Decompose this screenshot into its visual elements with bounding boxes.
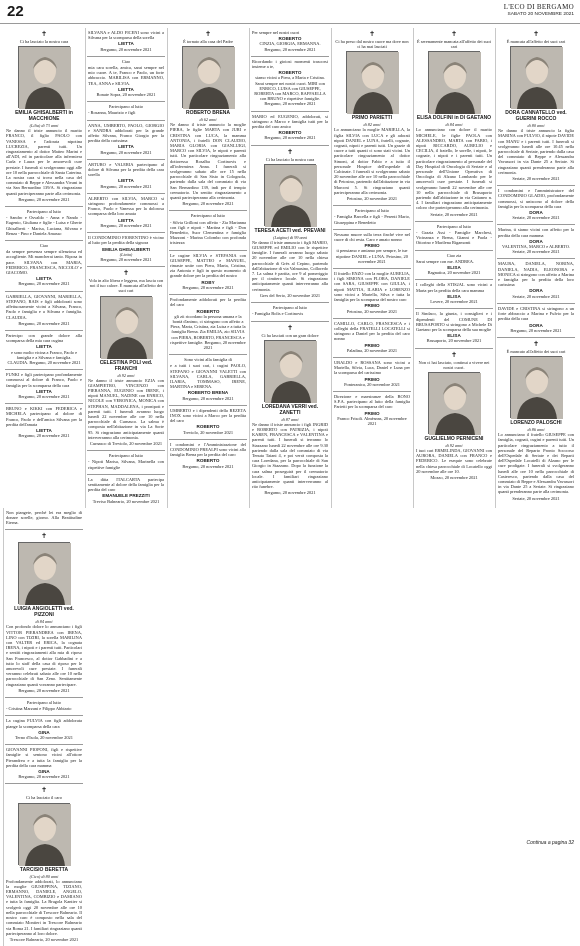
- cross-icon: ✝: [451, 350, 457, 359]
- notice-body: I tuoi cari ERMELINDA, GIOVANNI con AURORA, DANIELA con FRANCO e FEDERICO. Le esequie sono celebrate nella chiesa parrocchiale di Locatello oggi 20 novembre alle ore 10.: [416, 447, 492, 474]
- obituary-notice: [169, 250, 247, 294]
- obituary-notice: [87, 232, 165, 266]
- cross-icon: ✝: [451, 30, 457, 38]
- notice-place-date: Bergamo, 20 novembre 2021: [182, 463, 234, 469]
- obituary-notice: [169, 294, 247, 354]
- deceased-photo: [182, 46, 234, 108]
- notice-place-date: Bergamo, 20 novembre 2021: [182, 395, 234, 401]
- obituary-notice: [169, 28, 247, 210]
- notice-body: UMBERTO e i dipendenti della REZETA INOX sono vicini a Marco per la perdita del caro: [170, 407, 246, 424]
- deceased-photo: [264, 340, 316, 402]
- obituary-notice: [169, 354, 247, 405]
- deceased-photo: [100, 296, 152, 358]
- obituary-notice: [251, 56, 329, 111]
- obituary-notice: [169, 405, 247, 439]
- obituary-notice: [87, 474, 165, 508]
- deceased-age: di 82 anni: [363, 122, 381, 128]
- notice-place-date: Seriate, 20 novembre 2021: [430, 211, 478, 217]
- obituary-notice: [497, 185, 575, 224]
- notice-body: BRUNO e KIKKI con FEDERICA e MICHELA partecipano al dolore di Franco, Paolo e dell'amica Silvana per la perdita dell'amata: [6, 406, 82, 427]
- notice-intro: Ci ha lasciato il caro: [25, 795, 63, 801]
- deceased-name: EMILIA GHISALBERTI: [102, 246, 150, 252]
- notice-intro: Partecipano al lutto: [436, 223, 472, 229]
- column-1: [5, 28, 83, 508]
- notice-body: Con profondo dolore lo annunciano i figli VITTOR PIERANDREA con IRENA, LINO con TIZIRI, la sorella MARILINA con VALTER ed ERICA, la cognata IRENA, i nipoti e i parenti tutti. Particolari e sentiti ringraziamenti alla mia di riposo San Francesco, al dottor Gabbadini e a tutto lo staff della casa di riposo per le amorevoli cure prestate. I funerali verranno celebrati sabato alle ore 10 nella parrocchiale di San Zeno. Sentitamente ringraziano quanti vorranno partecipare.: [6, 624, 82, 687]
- deceased-name: DORA: [529, 238, 543, 244]
- deceased-name: GINA: [38, 729, 50, 735]
- notice-intro: Ciao: [39, 243, 49, 249]
- notice-body: Ne danno il triste annuncio la moglie PIERA, le figlie MARTA con JURI e CRISTINA con LUCA, la mamma ANTONIA, i fratelli DON CLAUDIO, MARIA GLORIA con GIANLUIGI, MARCO con SILVIA, le nipoti e parenti tutti. Un particolare ringraziamento alla dottoressa Rosalba Cortinovis e all'infermiera Anna. I funerali si svolgeranno sabato alle ore 15 nella parrocchiale di San Sisto in Colognola, partendo dalla sala del commiato di via San Bernardino 139, indi per il tempio crematorio. Un sentito ringraziamento a quanti parteciperanno alla cerimonia.: [170, 122, 246, 201]
- deceased-name: LORENZO PALOSCHI: [510, 420, 562, 427]
- notice-body: Ne danno il triste annuncio i figli MARIO, GIUSEPPE ed EMILIO con le rispettive famiglie. I funerali avranno luogo sabato 20 novembre alle ore 10 nella chiesa parrocchiale di Grès al Cepino, partendo dall'abitazione di via Valmasino, Colloredo 7. La salma è partita, ore 9 al pomeriggio per il cimitero locale. Si ringraziano anticipatamente quanti interverranno alla cerimonia.: [252, 239, 328, 292]
- obituary-notice: [251, 145, 329, 302]
- deceased-photo: [18, 803, 70, 865]
- deceased-photo: [18, 542, 70, 604]
- deceased-name: ROBERTO: [278, 70, 302, 76]
- notice-body: La ditta ITALCARTA partecipa sentitamente al dolore della famiglia per la perdita del caro: [88, 476, 164, 493]
- notice-place-date: Seriate, 20 novembre 2021: [512, 176, 560, 182]
- deceased-photo: [510, 46, 562, 108]
- notice-body: Ne danno il triste annuncio la figlia MARINA con FULVIO, il nipote DAVIDE con MANU e i parenti tutti. I funerali si svolgeranno lunedì alle ore 10.45 nella parrocchiale di Seriate, partendo dalla casa del commiato di Beppe e Alessandra Vavassori in via Dante 25 a Seriate. Si ringraziano quanti prenderanno parte alla cerimonia.: [498, 128, 574, 175]
- obituary-notice: [5, 783, 83, 946]
- notice-place-date: Lovere, 20 novembre 2021: [430, 299, 478, 305]
- notice-body: - Grazia Assi - Famiglie Marchesi, Vicinanza e Brena, Gianni e Paola - Ottorino e Marilena Rigamonti: [416, 230, 492, 246]
- notice-body: Ne danno il triste annuncio EZIA con GIAMPIETRO, VINCENZO con PIERANNA, EUGENIO con IRENE, i nipoti MANUEL, NADINE con ENRICO, NICOLE con VERONICA, MONICA con STEPHAN, MADDALENA, i pronipoti e parenti tutti. I funerali avranno luogo lunedì 22 novembre alle ore 10 nella parrocchiale di Curnasco. La salma è composta nell'abitazione in via La Sorte 95. Si ringraziano anticipatamente quanti interverranno alla cerimonia.: [88, 377, 164, 440]
- cross-icon: ✝: [123, 268, 129, 277]
- deceased-name: LUIGIA ANGIOLETTI ved. PIZZONI: [14, 606, 74, 619]
- notice-body: FUNKI e figli partecipano profondamente commossi al dolore di Franco, Paolo e famiglia per la scomparsa della cara: [6, 372, 82, 388]
- notice-body: ANNA, UMBERTO, PAOLO, GIORGIO e SANDRA addolorati per la grande affetto Silvana, Franco Giorgio per la perdita della carissima: [88, 122, 164, 144]
- obituary-notice: [87, 101, 165, 119]
- deceased-name: PRIMO: [364, 376, 380, 382]
- notice-body: Direzione e maestranze della BONO S.P.A. partecipano al lutto della famiglia Parietti per la scomparsa del caro: [334, 393, 410, 410]
- obituary-notice: [415, 28, 493, 221]
- notice-body: - Cristina Marzani e Filippo Abbiario: [6, 706, 72, 712]
- notice-body: Ne danno il triste annuncio i figli INGRID e ROBERTO con PATRIZIA, i nipoti KAREN, FRANCESCA e VALENTINA e parenti tutti. I funerali si terranno lo Stazzano lunedì 22 novembre alle ore 9.30 partendo dalla sala del commiato di via Tenuta Taiani 4, e poi verrà composta la cara Loredana, per la parrocchiale di San Giorgio in Stazzano. Dopo la funzione la cara salma proseguirà per il crematorio locale. I familiari ringraziano anticipatamente quanti interverranno al rito funebre.: [252, 421, 328, 490]
- notice-place-date: Bergamo, 20 novembre 2021: [100, 46, 152, 52]
- obituary-notice: [5, 529, 83, 697]
- obituary-notice: [5, 206, 83, 240]
- publication-name: L'ECO DI BERGAMO: [503, 3, 574, 11]
- notice-body: da sempre presenza sempre silenziosa ed accogliente. Mi mancherai tanto. Riposa in pace. SILVANA con MARIA, FEDERICO, FRANCESCA, NICCOLO' e GIACOMO.: [6, 249, 82, 276]
- page-header: [0, 0, 580, 24]
- notice-body: MARIO ed EUGENIO, addolorati, si stringono a Marco e famiglia tutti per la perdita del caro amico: [252, 113, 328, 130]
- notice-place-date: Bergamo, 20 novembre 2021: [18, 774, 70, 780]
- deceased-name: PRIMO PARIETTI: [351, 115, 393, 122]
- notice-body: - Rosanna, Maurizio e figli: [88, 110, 136, 116]
- notice-body: MAURA, DANIELA, NORINA, DANIELA, NADIA, ELEONORA e MONICA si stringono con affetto a Marina e famiglia per la perdita della loro carissima: [498, 261, 575, 288]
- obituary-notice: [5, 240, 83, 291]
- obituary-notice: [5, 369, 83, 403]
- obituary-notice: [333, 205, 411, 229]
- notice-place-date: Bergamo, 20 novembre 2021: [100, 149, 152, 155]
- obituary-notice: [497, 258, 575, 302]
- notice-place-date: ti pensiamo e amiamo per sempre, le tue nipotine DANIEL e LUNA. Petosino, 20 novembre 2021: [336, 248, 408, 264]
- cross-icon: ✝: [41, 532, 47, 541]
- deceased-photo: [510, 356, 562, 418]
- notice-place-date: Mozzo, 20 novembre 2021: [430, 474, 478, 480]
- obituary-notice: [169, 439, 247, 473]
- obituary-notice: [87, 120, 165, 159]
- deceased-name: ELISA: [447, 293, 461, 299]
- notice-place-date: Trescore Balneario, 20 novembre 2021: [9, 936, 79, 942]
- deceased-name: LIETTA: [118, 86, 134, 92]
- notice-body: mia cara sorella, amica, sarai sempre nel mio cuore. A te, Franco e Paolo, un forte abbraccio. MARILISA con ERMANNO, TEA, ANNA e SILVIA.: [88, 65, 164, 86]
- notice-place-date: Bergamo, 20 novembre 2021: [18, 320, 70, 326]
- notice-intro: È serenamente mancata all'affetto dei suoi cari: [417, 39, 491, 50]
- cross-icon: ✝: [41, 786, 47, 795]
- notice-place-date: Bergamo, 20 novembre 2021: [510, 327, 562, 333]
- deceased-age: di 86 anni: [527, 427, 545, 433]
- cross-icon: ✝: [41, 30, 47, 38]
- deceased-name: PRIMO: [364, 342, 380, 348]
- notice-body: I condomini e l'Amministrazione del CONDOMINIO PREALPI sono vicini alla famiglia Brena per la perdita del caro: [170, 441, 246, 458]
- notice-place-date: Gres del Serio, 20 novembre 2021: [259, 292, 321, 298]
- notice-intro: Partecipano al lutto: [108, 104, 144, 110]
- deceased-name: PRIMO: [364, 243, 380, 249]
- deceased-name: LOREDANA VERRI ved. ZANETTI: [261, 403, 319, 416]
- deceased-name: ELISA DOLFINI in DI GAETANO: [416, 115, 492, 122]
- deceased-age: di 62 anni: [199, 117, 217, 123]
- deceased-name: ROBERTO: [196, 308, 220, 314]
- notice-place-date: Bergamo, 20 novembre 2021: [182, 201, 234, 207]
- notice-place-date: Brusaporto, 20 novembre 2021: [426, 338, 482, 344]
- obituary-notice: [333, 391, 411, 430]
- column-5: [333, 28, 411, 508]
- deceased-name: ROBERTO BRENA: [187, 390, 229, 396]
- notice-place-date: Bonate Sopra, 20 novembre 2021: [96, 92, 156, 98]
- deceased-age: di 87 anni: [281, 416, 299, 422]
- notice-intro: Partecipano al lutto: [26, 209, 62, 215]
- notice-body: Non piangete, perché lei era meglio di donare sorelle, giorno. Alla Beatitudine Eterna.: [6, 509, 82, 526]
- obituary-notice: [5, 403, 83, 442]
- notice-body: Le cugine SILVIA e STEFANIA con GIUSEPPE, MATTEO e MANUEL, rimaste unite con Piera, Marta, Cristina, zia Antonia e figli in questo momento di grande dolore per la perdita del nostro: [170, 252, 246, 279]
- notice-body: GABRIELLA, GIOVANNI, MARIELLA, STEFANO, RAIS e figli addolorati sono affettuosamente vicini a Silvana, Franco, Paolo e famiglia e a Silvana e famiglia. CLAUDIA.: [6, 293, 82, 320]
- notice-intro: Partecipano al lutto: [108, 453, 144, 459]
- notice-place-date: Bergamo, 20 novembre 2021: [18, 393, 70, 399]
- deceased-name: TARCISIO BERETTA: [19, 866, 69, 873]
- deceased-name: CELESTINA POLI ved. FRANCHI: [99, 359, 153, 372]
- notice-intro: Ciao: [121, 58, 131, 64]
- notice-place-date: Curnasco di Treviolo, 20 novembre 2021: [89, 440, 163, 446]
- notice-body: Nessuno muore sulla terra finché vive nel cuore di chi resta. Caro e amato nonno: [334, 231, 410, 243]
- obituary-notice: [5, 744, 83, 783]
- column-6: [415, 28, 493, 508]
- notice-body: Marina, ti siamo vicini con affetto per la perdita della cara mamma: [498, 227, 574, 238]
- deceased-name: EMILIA GHISALBERTI in MACCHIONE: [15, 110, 73, 123]
- obituary-notice: [497, 224, 575, 258]
- obituary-notice: [87, 56, 165, 101]
- notice-body: Ricordando i gioiosi momenti trascorsi insieme a te,: [252, 58, 328, 70]
- notice-place-date: e sono molto vicina a Franco, Paolo e famiglia e a Silvana e famiglia. CLAUDIA. Bergamo, 20 novembre 2021: [7, 349, 81, 365]
- notice-place-date: Petosino, 20 novembre 2021: [346, 196, 398, 202]
- notice-intro: Ciao zia: [446, 252, 462, 258]
- obituary-notice: [415, 221, 493, 250]
- notice-body: Lo annunciano il fratello GIUSEPPE con famiglia, cognati, cugini e parenti tutti. Un particolare ringraziamento a tutto il personale del Reparto Pronto Soccorso dell'Ospedale di Seriate e dei Reparti dell'Ospedale Locatelli di Alzano per le cure prodigate. I funerali si svolgeranno lunedì alle ore 10 nella parrocchiale di Casteresco, partendo dalla casa del commiato di Beppe e Alessandra Vavassori in via Dante 25 a Seriate. Si ringraziano quanti prenderanno parte alla cerimonia.: [498, 432, 574, 495]
- deceased-age: di 84 anni: [445, 122, 463, 128]
- deceased-name: ELISA: [447, 265, 461, 271]
- deceased-age: (Lilia) di 73 anni: [29, 123, 59, 129]
- notice-body: GIOVANNI PIOPONI, figli e rispettive famiglie si sentono vicini all'ottore Pierandrea e a tutta la famiglia per la perdita della cara mamma: [6, 747, 82, 768]
- notice-place-date: Bergamo, 20 novembre 2021: [18, 433, 70, 439]
- cross-icon: ✝: [287, 323, 293, 332]
- notice-intro: Ci ha lasciato la nostra cara: [19, 39, 69, 44]
- notice-place-date: Franco Frisoli. Almèsnns, 20 novembre 2021: [337, 415, 407, 426]
- deceased-nickname: (Lietta): [119, 251, 133, 257]
- cross-icon: ✝: [205, 30, 211, 38]
- notice-place-date: Bagnatica, 20 novembre 2021: [427, 270, 481, 276]
- notice-body: Il Sindaco, la giunta, i consiglieri e i dipendenti del COMUNE DI BRUSAPORTO si stringono a Michele Di Gaetano per la scomparsa della sua moglie: [416, 311, 492, 332]
- deceased-name: PRIMO: [364, 303, 380, 309]
- obituary-notice: [333, 318, 411, 357]
- obituary-notice: [251, 28, 329, 56]
- deceased-age: di 84 anni: [35, 619, 53, 625]
- deceased-age: (Cico) di 80 anni: [29, 873, 59, 879]
- notice-body: Ne danno il triste annuncio il marito FRANCO, il figlio PAOLO con VANESSA e l'adorata nipotina LUCREZIA, parenti tutti. Un ringraziamento al dottor Matteo Marini e all'ADI, ed in particolare alla infermiera Carla e Laura per le amorevoli cure prestate. I funerali si svolgeranno oggi alle ore 10 nella parrocchiale di Santa Caterina. La nostra cara si trova nella casa del commiato di Beppe e Alessandra Vivani in via San Bernardino 139/A. Si ringraziano quanti parteciperanno parte alla cerimonia.: [6, 128, 82, 196]
- notice-place-date: gli zii ricordano la persona umana e la bontà d'animo, ci stringono con affetto a Piera, Marta, Cristina, zia Luisa e a tutta la famiglia Brena. Zia EMILIA, zio SILVIA con PIERA, ROBERTO, FRANCESCA e rispettive famiglie. Bergamo, 20 novembre 2021: [170, 313, 246, 350]
- obituary-notice: [5, 508, 83, 530]
- obituary-notice: [497, 303, 575, 337]
- notice-body: Partecipo con grande dolore alla scomparsa della mia cara cugina: [6, 332, 82, 344]
- notice-intro: Ci ha lasciati con un gran dolore: [261, 332, 319, 338]
- obituary-notice: [5, 330, 83, 369]
- issue-date: SABATO 20 NOVEMBRE 2021: [507, 12, 574, 17]
- obituary-notice: [87, 159, 165, 193]
- deceased-name: ROBERTO: [278, 130, 302, 136]
- obituary-notice: [333, 229, 411, 268]
- deceased-name: ROBERTO: [278, 36, 302, 42]
- page-number: 22: [7, 3, 24, 20]
- column-4: [251, 28, 329, 508]
- deceased-name: PRIMO: [364, 410, 380, 416]
- notice-intro: Partecipano al lutto: [26, 700, 62, 706]
- obituary-notice: [5, 28, 83, 206]
- notice-place-date: Paladina, 20 novembre 2021: [346, 347, 398, 353]
- cross-icon: ✝: [533, 339, 539, 348]
- notice-body: ARTURO e VALERIA partecipano al dolore di Silvana per la perdita della cara sorella: [88, 161, 164, 178]
- obituary-notice: [415, 308, 493, 347]
- deceased-name: ROBERTO BRENA: [185, 110, 231, 117]
- notice-intro: Ci ha lasciato la nostra cara: [265, 156, 315, 162]
- obituary-notice: [251, 302, 329, 320]
- notice-intro: Ci ha preso dal nostro cuore ma dove non ci ha mai lasciati: [335, 39, 409, 50]
- obituary-notice: [169, 210, 247, 249]
- notice-place-date: Treviso Balneario, 20 novembre 2021: [92, 498, 160, 504]
- obituary-notice: [415, 348, 493, 485]
- cross-icon: ✝: [369, 30, 375, 38]
- notice-intro: È mancata all'affetto dei suoi cari: [506, 39, 566, 44]
- notice-body: - Sandro e Osvaldo - Anna e Nando - Eugenio, Giuliana e figlie - Luisa e Gherte Ghisalberti - Marisa, Luciana, Silvana e Renza - Pino e Daniela Amasso: [6, 215, 82, 236]
- notice-place-date: CINZIA, GIORGIA, ERMANNA. Bergamo, 20 novembre 2021: [259, 41, 321, 52]
- notice-body: Lo annunciano con dolore il marito MICHELE, le figlie PAOLA con ALESSANDRO, MARTA con FABIO, i nipoti RICCARDO, AURELIO e CECILIA, il fratello, le sorelle, i nipoti, le cognate, i nipoti e i parenti tutti. Un particolare ringraziamento al personale del Day Hospital di Oncologia di Seriate e al personale dell'Unione Operativa di Oncologia di Alzano Lombardo per le amorevoli cure prestate. I funerali si svolgeranno lunedì 22 novembre alle ore 10 nella parrocchiale di Brusaporto partendo dall'abitazione in via Cattaneo n. 4. I familiari ringraziano anticipatamente coloro che parteciperanno alla cerimonia.: [416, 127, 492, 211]
- notice-body: Per sempre nel nostri cuori: [252, 30, 300, 35]
- notice-body: - Famiglia Barcella e figli - Pesenti Mario, Giuseppina e Benedetto: [334, 214, 410, 225]
- deceased-name: LIETTA: [36, 344, 52, 350]
- cross-icon: ✝: [287, 147, 293, 156]
- notice-intro: Vola in alto libera e leggera, ma lascia con noi il tuo calore. È mancata all'affetto dei suoi cari: [88, 277, 164, 294]
- notice-body: SILVANA e ALDO FICENI sono vicini a Silvana per la scomparsa della sorella: [88, 30, 164, 41]
- column-7: [497, 28, 575, 508]
- notice-body: I colleghi della STIS2AL sono vicini a Marta per la perdita della cara mamma: [416, 282, 492, 293]
- notice-body: - Silvia Grilloni con affetto - Zia Marianna con figli e nipoti - Martina e figli - Don Benedetto, Suor Clementina e famiglia Mazzoni - Marina Colombo con profonda tristezza: [170, 219, 246, 246]
- obituary-notice: [5, 291, 83, 330]
- obituary-notice: [497, 337, 575, 505]
- notice-body: Profondamente addolorati, lo annunciano la moglie GIUSEPPINA, TIZIANO, ERMANNO, DANIELE, ANGELO, VALENTINA, COMBIZIO e DAMIANO e tutta la famiglia. La Brugola Kantier si svolgerà oggi 20 novembre alle ore 10 nella parrocchiale di Trescore Balneario. Il nostro caro è composto nella sala del commiato Montieri in Trescore Balneario via Roma 21. I familiari ringraziano quanti parteciperanno al loro dolore.: [6, 878, 82, 936]
- deceased-name: TERESA ACETI ved. PREVANI: [254, 227, 326, 234]
- notice-place-date: Seriate, 20 novembre 2021: [512, 293, 560, 299]
- deceased-name: LIETTA: [118, 144, 134, 150]
- notice-place-date: Bergamo, 20 novembre 2021: [18, 281, 70, 287]
- obituary-notice: [87, 450, 165, 474]
- cross-icon: ✝: [533, 30, 539, 38]
- notice-body: Il CONDOMINIO FIORENTINO è vicino al lutto per la perdita della signora: [88, 235, 164, 246]
- deceased-name: LIETTA: [36, 276, 52, 282]
- deceased-photo: [428, 372, 480, 434]
- notice-body: UBALDO e ROSSANA sono vicini a Mariella, Silvia, Luca, Daniel e Luna per la scomparsa del carissimo: [334, 359, 410, 376]
- obituary-notice: [415, 279, 493, 308]
- notice-body: DAVIDE e CRISTINA si stringono a un forte abbraccio a Marina e Fulvio per la perdita della cara: [498, 305, 574, 322]
- notice-place-date: Bergamo, 20 novembre 2021: [100, 222, 152, 228]
- notice-body: ALBERTO con SILVIA, MARCO si stringono profondamente commossi a Franco, Paolo e Vanessa per la dolorosa scomparsa della loro amata: [88, 195, 164, 217]
- deceased-name: ROBY: [201, 279, 215, 285]
- deceased-age: di 92 anni: [445, 442, 463, 448]
- notice-place-date: Bergamo, 20 novembre 2021: [264, 490, 316, 496]
- obituary-notice: [333, 357, 411, 391]
- notice-intro: Sono vicini alla famiglia di: [184, 357, 232, 363]
- deceased-name: LIETTA: [118, 217, 134, 223]
- notice-body: e a tutti i suoi cari, i cugini PAOLO, STEFANO e GIOVANNI VALETTI con SILVANA, CARLA, GABRIELLA, ILARIA, TOMMASO, IRENE, MARTINA e SERENA.: [170, 363, 246, 390]
- notice-place-date: VALENTINA, MARCO e ALBERTO. Seriate, 20 novembre 2021: [502, 244, 570, 255]
- obituary-notice: [415, 250, 493, 280]
- deceased-name: DORA CANNATELLO ved. GUERINI ROCCO: [505, 110, 567, 123]
- notice-body: La cugina FULVIA con figli addolorata piange la scomparsa della cara: [6, 718, 82, 729]
- deceased-name: LIETTA: [118, 41, 134, 47]
- continued-note: Continua a pagina 32: [526, 840, 574, 846]
- obituary-notice: [87, 28, 165, 56]
- deceased-name: DORA: [529, 210, 543, 216]
- notice-body: - Nipoti Marisa, Silvana, Marinella con rispettive famiglie: [88, 459, 164, 470]
- deceased-name: GUGLIELMO PERNICENI: [424, 435, 484, 442]
- obituary-notice: [251, 111, 329, 145]
- notice-intro: È tornato alla casa del Padre: [183, 39, 233, 44]
- notice-intro: Partecipano al lutto: [354, 208, 390, 214]
- notice-intro: È mancato all'affetto dei suoi cari: [506, 348, 566, 354]
- deceased-photo: [428, 51, 480, 113]
- notice-place-date: Bergamo, 20 novembre 2021: [18, 687, 70, 693]
- notice-place-date: Bergamo, 20 novembre 2021: [18, 196, 70, 202]
- obituary-notice: [87, 193, 165, 232]
- deceased-age: di 92 anni: [117, 372, 135, 378]
- notice-body: - Famiglia Bolis e Cortinovis: [252, 311, 304, 317]
- deceased-name: LIETTA: [36, 427, 52, 433]
- obituary-notice: [5, 715, 83, 744]
- column-2: [87, 28, 165, 508]
- obituary-notice: [87, 266, 165, 450]
- notice-body: CAMILLO, CARLO, FRANCESCA e i colleghi della FRATELLI LOCATELLI si stringono a Daniel per la perdita del caro nonno: [334, 320, 410, 342]
- deceased-age: di 80 anni: [527, 123, 545, 129]
- notice-body: Sarai sempre con me. ANDREA.: [416, 258, 475, 264]
- notice-place-date: Terno d'Isola, 20 novembre 2021: [15, 735, 73, 741]
- obituary-notice: [497, 28, 575, 185]
- deceased-name: ROBERTO: [196, 424, 220, 430]
- notice-body: Lo annunciano la moglie MARIELLA, la figlia SILVIA con LUCA e gli adorati nipoti DANIEL e LUNA, fratelli, cognate, cognati, nipoti e parenti tutti. Un grazie di cuore a tutti quanti ci sono stati vicini. Un particolare ringraziamento al dottor Simoni, al dottor Fabio e a tutto il personale Hospice dell'ospedale di Calcinate. I funerali si svolgeranno sabato 20 novembre alle ore 10 nella parrocchiale di Petosino, partendo dall'abitazione in via Marconi 5. Si ringraziano quanti parteciperanno alla cerimonia.: [334, 127, 410, 195]
- notice-body: Profondamente addolorati per la perdita del caro: [170, 297, 246, 308]
- deceased-name: GINA: [38, 769, 50, 775]
- notice-place-date: Treviolo, 20 novembre 2021: [182, 429, 234, 435]
- deceased-name: DORA: [529, 322, 543, 328]
- notice-place-date: Bergamo, 20 novembre 2021: [100, 183, 152, 189]
- obituary-notice: [5, 697, 83, 715]
- deceased-photo: [18, 46, 70, 108]
- notice-place-date: Ponteranica, 20 novembre 2021: [344, 381, 400, 387]
- notice-body: I condomini e l'amministratore del CONDOMINIO GLADIO, profondamente commossi, si uniscono al dolore della famiglia per la scomparsa della cara: [498, 188, 574, 209]
- notice-intro: Partecipano al lutto: [272, 305, 308, 311]
- notice-place-date: Seriate, 20 novembre 2021: [512, 215, 560, 221]
- notice-intro: Partecipano al lutto: [190, 213, 226, 219]
- notice-place-date: Bergamo, 20 novembre 2021: [100, 256, 152, 262]
- obituary-notice: [333, 28, 411, 205]
- notice-place-date: siamo vicini a Piera, a Marta e Cristina. Sarai sempre nei nostri cuori. MIRI con ENRICO, LUISA con GIUSEPPE, ROBERTA con MARCO, RAFFAELLA con BRUNO e rispettive famiglie. Bergamo, 20 novembre 2021: [254, 75, 326, 107]
- deceased-name: ELISA: [447, 333, 461, 339]
- obituary-notice: [251, 321, 329, 500]
- notice-place-date: Bergamo, 20 novembre 2021: [182, 284, 234, 290]
- deceased-name: DORA: [529, 288, 543, 294]
- notice-body: Il fratello ENZO con la moglie AURELIA, i figli SIMONA con FLORA, DANIELE con SARA, GIUSEPPE con GIULIA, i nipoti MATTIA, ILARIA e LORENZO sono vicini a Mariella, Silva e tutta la famiglia per la scomparsa del nostro caro: [334, 271, 410, 303]
- notice-place-date: Petosino, 20 novembre 2021: [346, 308, 398, 314]
- deceased-name: LIETTA: [118, 178, 134, 184]
- deceased-photo: [346, 51, 398, 113]
- obituary-notice: [333, 268, 411, 318]
- notice-place-date: Seriate, 20 novembre 2021: [512, 495, 560, 501]
- notice-place-date: Bergamo, 20 novembre 2021: [264, 135, 316, 141]
- column-8: [5, 508, 83, 946]
- column-3: [169, 28, 247, 508]
- deceased-name: LIETTA: [36, 388, 52, 394]
- deceased-name: EMANUELE PREZZITI: [102, 493, 150, 499]
- deceased-name: ROBERTO: [196, 458, 220, 464]
- deceased-age: (Luigina) di 99 anni: [273, 234, 307, 240]
- notice-intro: Non ci hai lasciato, continui a vivere nei nostri cuori.: [418, 359, 490, 370]
- deceased-photo: [264, 164, 316, 226]
